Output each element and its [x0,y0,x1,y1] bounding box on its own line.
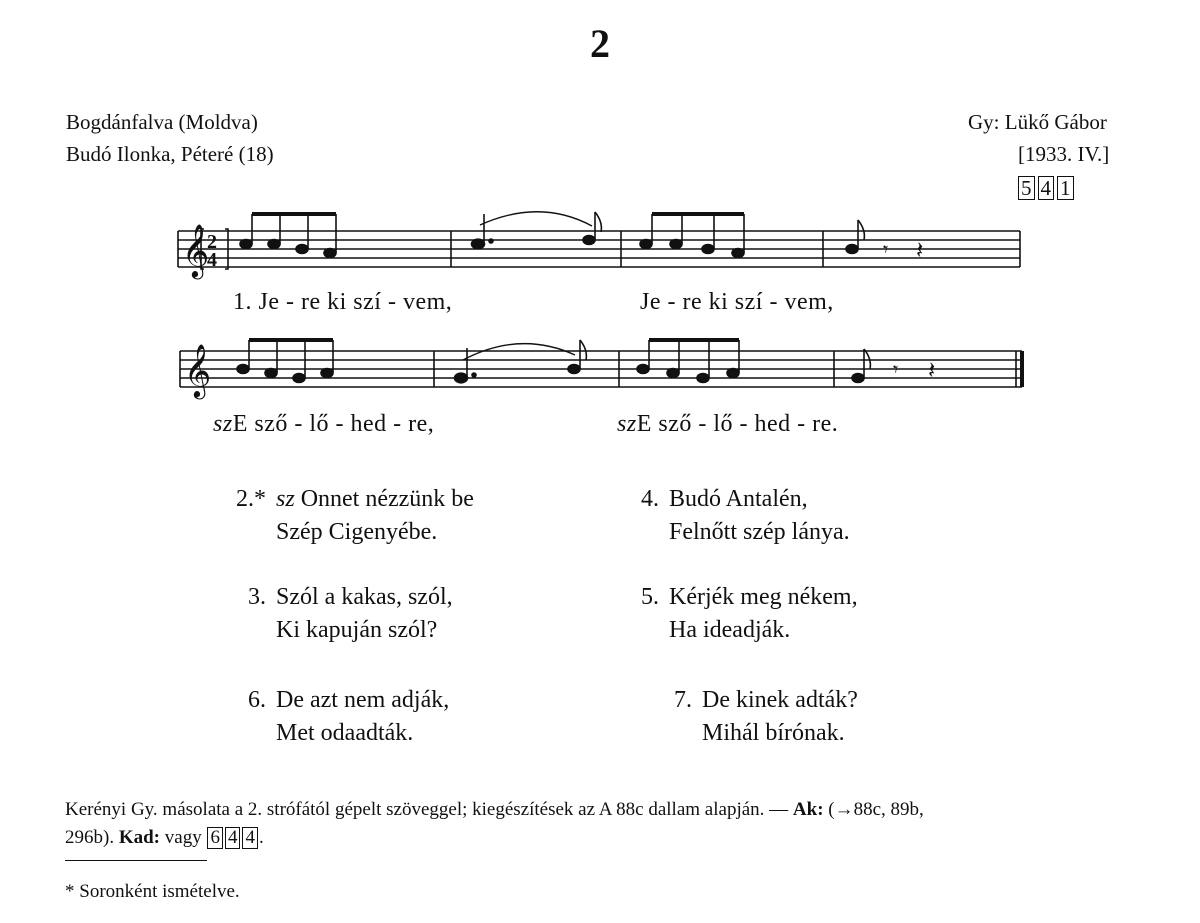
stanza-line: Szól a kakas, szól, [276,584,453,610]
kad-end: . [258,827,264,848]
category-box: 5 [1018,176,1035,200]
stanza-line: De azt nem adják, [276,687,450,713]
stanza-number: 2.* [236,486,266,512]
lyric-text: E sző - lő - hed - re, [232,411,435,437]
page-number: 2 [590,21,610,66]
category-box: 1 [1057,176,1074,200]
stanza-line: Kérjék meg nékem, [669,584,858,610]
kad-box: 6 [207,827,223,849]
stanza-7 [654,684,858,750]
note-text: 296b). [65,827,119,848]
svg-text:4: 4 [207,249,217,271]
sz-mark: sz [213,411,233,437]
stanza-line: Szép Cigenyébe. [276,519,438,545]
stanza-line: Onnet nézzünk be [300,486,474,512]
lyric-line1-b: Je - re ki szí - vem, [640,289,834,315]
kad-box: 4 [242,827,258,849]
singer: Budó Ilonka, Péteré (18) [66,142,274,166]
staff-1-notes [240,212,864,258]
note-text: Kerényi Gy. másolata a 2. strófától gépelt szöveggel; kiegészítések az A 88c dallam alapján. — [65,799,793,820]
stanza-line: Felnőtt szép lánya. [669,519,850,545]
category-box: 4 [1038,176,1055,200]
eighth-rest-icon: 𝄾 [893,357,899,381]
lyric-line2-a [213,411,434,438]
stanza-number: 7. [674,687,692,713]
stanza-line: Met odaadták. [276,720,414,746]
quarter-rest-icon: 𝄽 [916,236,924,264]
stanza-line: De kinek adták? [702,687,858,713]
stanza-3 [228,581,453,647]
svg-text:2: 2 [207,231,217,253]
music-score [0,0,1200,460]
stanza-2 [228,483,474,549]
kad-label: Kad: [118,827,161,848]
stanza-number: 4. [641,486,659,512]
eighth-rest-icon: 𝄾 [883,237,889,261]
stanza-6 [228,684,449,750]
source-note [65,796,924,852]
stanza-number: 6. [248,687,266,713]
collector: Gy: Lükő Gábor [968,110,1107,134]
time-signature [207,231,217,271]
stanza-5 [621,581,858,647]
quarter-rest-icon: 𝄽 [928,356,936,384]
kad-box: 4 [225,827,241,849]
ak-text: (→88c, 89b, [823,799,924,820]
lyric-line2-b [617,411,838,438]
ak-label: Ak: [792,799,824,820]
sz-mark: sz [276,486,295,512]
place: Bogdánfalva (Moldva) [66,110,258,134]
treble-clef-icon: 𝄞 [184,343,212,397]
lyric-text: E sző - lő - hed - re. [636,411,839,437]
repeat-note: * Soronként ismételve. [65,881,240,902]
stanza-line: Ki kapuján szól? [276,617,438,643]
footnote-divider [65,860,207,861]
stanza-number: 3. [248,584,266,610]
stanza-line: Ha ideadják. [669,617,791,643]
kad-text: vagy [160,827,207,848]
date: [1933. IV.] [1018,142,1110,166]
stanza-line: Budó Antalén, [669,486,808,512]
stanza-number: 5. [641,584,659,610]
staff-2-notes [237,340,870,383]
stanza-line: Mihál bírónak. [702,720,845,746]
stanza-4 [621,483,850,549]
lyric-line1-a: 1. Je - re ki szí - vem, [233,289,453,315]
treble-clef-icon: 𝄞 [182,223,210,277]
sz-mark: sz [617,411,637,437]
